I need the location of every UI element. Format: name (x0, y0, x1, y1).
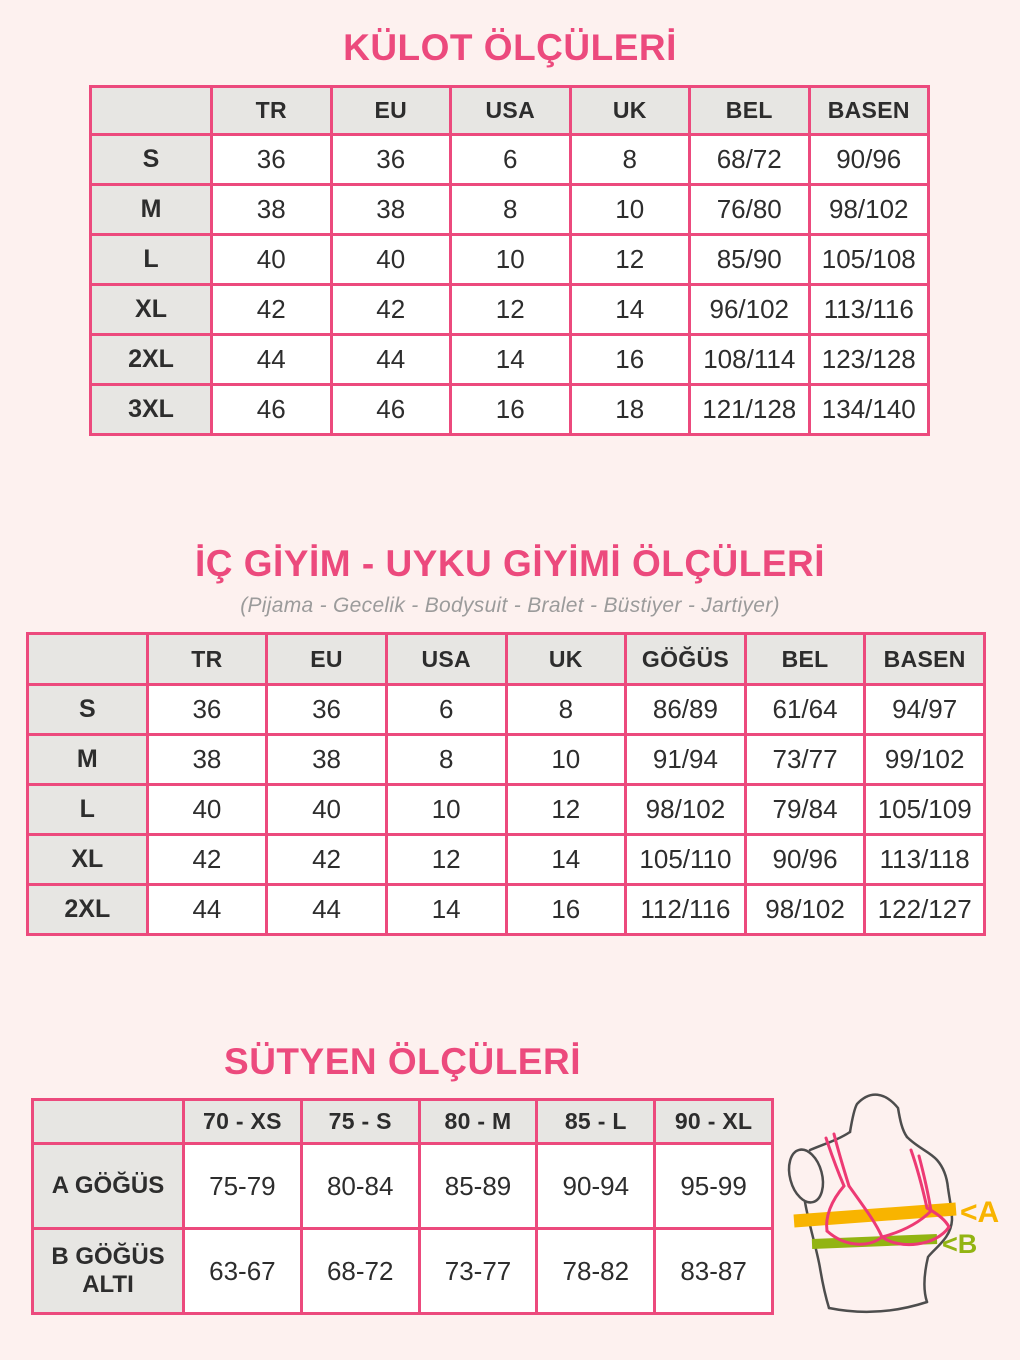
data-cell: 10 (386, 785, 506, 835)
kulot-section-title: KÜLOT ÖLÇÜLERİ (343, 27, 677, 68)
column-header: 80 - M (419, 1100, 537, 1144)
data-cell: 12 (506, 785, 626, 835)
column-header: GÖĞÜS (626, 634, 746, 685)
data-cell: 113/116 (809, 285, 929, 335)
data-cell: 98/102 (626, 785, 746, 835)
header-row (28, 634, 985, 685)
row-label-cell: L (28, 785, 148, 835)
data-cell: 8 (451, 185, 571, 235)
row-label-cell: M (28, 735, 148, 785)
data-cell: 18 (570, 385, 690, 435)
data-cell: 8 (570, 135, 690, 185)
data-cell: 42 (147, 835, 267, 885)
data-cell: 68/72 (690, 135, 810, 185)
data-cell: 10 (506, 735, 626, 785)
data-cell: 40 (147, 785, 267, 835)
table-row (33, 1229, 773, 1314)
data-cell: 85-89 (419, 1144, 537, 1229)
table-row (28, 885, 985, 935)
data-cell: 90/96 (809, 135, 929, 185)
data-cell: 40 (331, 235, 451, 285)
data-cell: 36 (331, 135, 451, 185)
column-header: USA (451, 87, 571, 135)
column-header: 75 - S (301, 1100, 419, 1144)
table-row (91, 285, 929, 335)
table-row (33, 1144, 773, 1229)
data-cell: 61/64 (745, 685, 865, 735)
data-cell: 83-87 (655, 1229, 773, 1314)
data-cell: 105/110 (626, 835, 746, 885)
data-cell: 68-72 (301, 1229, 419, 1314)
row-label-cell: S (91, 135, 212, 185)
row-label-cell: 2XL (91, 335, 212, 385)
row-label-cell: L (91, 235, 212, 285)
data-cell: 96/102 (690, 285, 810, 335)
data-cell: 44 (267, 885, 387, 935)
data-cell: 42 (267, 835, 387, 885)
data-cell: 42 (331, 285, 451, 335)
data-cell: 90/96 (745, 835, 865, 885)
data-cell: 122/127 (865, 885, 985, 935)
data-cell: 75-79 (184, 1144, 302, 1229)
column-header: 85 - L (537, 1100, 655, 1144)
data-cell: 16 (506, 885, 626, 935)
data-cell: 105/109 (865, 785, 985, 835)
header-row (91, 87, 929, 135)
data-cell: 80-84 (301, 1144, 419, 1229)
sutyen-size-table (31, 1098, 774, 1315)
column-header: EU (267, 634, 387, 685)
data-cell: 76/80 (690, 185, 810, 235)
data-cell: 78-82 (537, 1229, 655, 1314)
data-cell: 73-77 (419, 1229, 537, 1314)
data-cell: 86/89 (626, 685, 746, 735)
row-label-cell: 3XL (91, 385, 212, 435)
data-cell: 44 (212, 335, 332, 385)
data-cell: 14 (506, 835, 626, 885)
column-header: 90 - XL (655, 1100, 773, 1144)
data-cell: 121/128 (690, 385, 810, 435)
column-header: BASEN (865, 634, 985, 685)
data-cell: 44 (331, 335, 451, 385)
data-cell: 8 (386, 735, 506, 785)
data-cell: 73/77 (745, 735, 865, 785)
data-cell: 95-99 (655, 1144, 773, 1229)
row-label-cell: A GÖĞÜS (33, 1144, 184, 1229)
column-header: UK (570, 87, 690, 135)
data-cell: 40 (212, 235, 332, 285)
band-b-label: <B (942, 1229, 978, 1259)
data-cell: 10 (451, 235, 571, 285)
table-row (91, 385, 929, 435)
row-label-cell: M (91, 185, 212, 235)
icgiyim-section-subtitle: (Pijama - Gecelik - Bodysuit - Bralet - Büstiyer - Jartiyer) (240, 594, 780, 617)
column-header: BASEN (809, 87, 929, 135)
data-cell: 38 (212, 185, 332, 235)
data-cell: 38 (331, 185, 451, 235)
bra-outline (826, 1134, 949, 1245)
data-cell: 46 (331, 385, 451, 435)
sutyen-section-title: SÜTYEN ÖLÇÜLERİ (224, 1041, 581, 1082)
data-cell: 40 (267, 785, 387, 835)
column-header: BEL (745, 634, 865, 685)
data-cell: 12 (451, 285, 571, 335)
table-row (28, 685, 985, 735)
corner-cell (28, 634, 148, 685)
row-label-cell: 2XL (28, 885, 148, 935)
data-cell: 94/97 (865, 685, 985, 735)
data-cell: 14 (386, 885, 506, 935)
data-cell: 79/84 (745, 785, 865, 835)
data-cell: 85/90 (690, 235, 810, 285)
data-cell: 98/102 (809, 185, 929, 235)
data-cell: 6 (386, 685, 506, 735)
table-row (91, 335, 929, 385)
icgiyim-section-title: İÇ GİYİM - UYKU GİYİMİ ÖLÇÜLERİ (194, 543, 826, 584)
column-header: USA (386, 634, 506, 685)
data-cell: 108/114 (690, 335, 810, 385)
data-cell: 36 (267, 685, 387, 735)
data-cell: 36 (147, 685, 267, 735)
table-row (91, 235, 929, 285)
corner-cell (33, 1100, 184, 1144)
data-cell: 134/140 (809, 385, 929, 435)
kulot-size-table (89, 85, 930, 436)
data-cell: 12 (386, 835, 506, 885)
data-cell: 14 (451, 335, 571, 385)
data-cell: 44 (147, 885, 267, 935)
data-cell: 42 (212, 285, 332, 335)
table-row (28, 785, 985, 835)
data-cell: 105/108 (809, 235, 929, 285)
column-header: EU (331, 87, 451, 135)
data-cell: 6 (451, 135, 571, 185)
row-label-cell: B GÖĞÜS ALTI (33, 1229, 184, 1314)
column-header: TR (147, 634, 267, 685)
row-label-cell: S (28, 685, 148, 735)
data-cell: 36 (212, 135, 332, 185)
column-header: UK (506, 634, 626, 685)
data-cell: 38 (267, 735, 387, 785)
data-cell: 14 (570, 285, 690, 335)
data-cell: 16 (570, 335, 690, 385)
band-a-label: <A (960, 1196, 1000, 1229)
table-row (91, 185, 929, 235)
data-cell: 10 (570, 185, 690, 235)
data-cell: 8 (506, 685, 626, 735)
data-cell: 63-67 (184, 1229, 302, 1314)
data-cell: 90-94 (537, 1144, 655, 1229)
column-header: BEL (690, 87, 810, 135)
corner-cell (91, 87, 212, 135)
row-label-cell: XL (28, 835, 148, 885)
data-cell: 46 (212, 385, 332, 435)
bra-measurement-mannequin-icon (780, 1080, 1020, 1360)
column-header: 70 - XS (184, 1100, 302, 1144)
data-cell: 99/102 (865, 735, 985, 785)
header-row (33, 1100, 773, 1144)
data-cell: 12 (570, 235, 690, 285)
data-cell: 16 (451, 385, 571, 435)
column-header: TR (212, 87, 332, 135)
data-cell: 38 (147, 735, 267, 785)
data-cell: 123/128 (809, 335, 929, 385)
data-cell: 113/118 (865, 835, 985, 885)
data-cell: 112/116 (626, 885, 746, 935)
data-cell: 98/102 (745, 885, 865, 935)
table-row (91, 135, 929, 185)
icgiyim-size-table (26, 632, 986, 936)
table-row (28, 735, 985, 785)
data-cell: 91/94 (626, 735, 746, 785)
row-label-cell: XL (91, 285, 212, 335)
table-row (28, 835, 985, 885)
